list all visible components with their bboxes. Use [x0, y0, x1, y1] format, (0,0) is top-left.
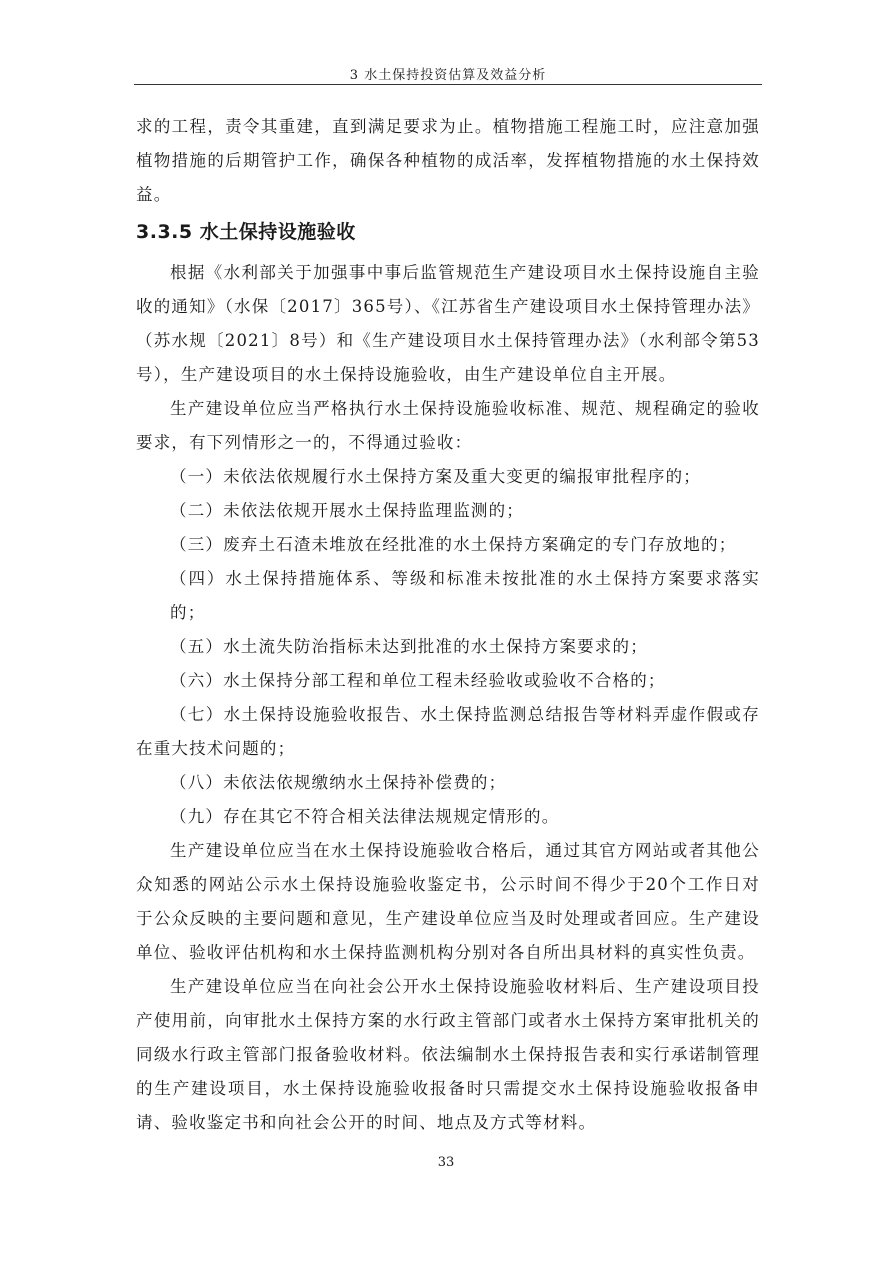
body-content — [136, 110, 760, 1140]
list-item-1: （一）未依法依规履行水土保持方案及重大变更的编报审批程序的； — [170, 467, 701, 486]
paragraph-requirements: 生产建设单位应当严格执行水土保持设施验收标准、规范、规程确定的验收要求，有下列情形之一的，不得通过验收： — [136, 399, 760, 452]
list-item-7: （七）水土保持设施验收报告、水土保持监测总结报告等材料弄虚作假或存在重大技术问题的； — [136, 705, 760, 758]
paragraph-continued: 求的工程，责令其重建，直到满足要求为止。植物措施工程施工时，应注意加强植物措施的后期管护工作，确保各种植物的成活率，发挥植物措施的水土保持效益。 — [136, 117, 760, 204]
list-item-9: （九）存在其它不符合相关法律法规规定情形的。 — [170, 807, 560, 826]
header-rule — [134, 84, 762, 85]
list-item-4: （四）水土保持措施体系、等级和标准未按批准的水土保持方案要求落实的； — [170, 569, 760, 622]
running-header: 3 水土保持投资估算及效益分析 — [349, 68, 547, 83]
paragraph-publicity: 生产建设单位应当在水土保持设施验收合格后，通过其官方网站或者其他公众知悉的网站公示水土保持设施验收鉴定书，公示时间不得少于20个工作日对于公众反映的主要问题和意见，生产建设单位应当及时处理或者回应。生产建设单位、验收评估机构和水土保持监测机构分别对各自所出具材料的真实性负责。 — [136, 841, 760, 962]
list-item-8: （八）未依法依规缴纳水土保持补偿费的； — [170, 773, 507, 792]
list-item-3: （三）废弃土石渣未堆放在经批准的水土保持方案确定的专门存放地的； — [170, 535, 737, 554]
list-item-2: （二）未依法依规开展水土保持监理监测的； — [170, 501, 524, 520]
list-item-5: （五）水土流失防治指标未达到批准的水土保持方案要求的； — [170, 637, 648, 656]
page-number: 33 — [437, 1155, 455, 1170]
list-item-6: （六）水土保持分部工程和单位工程未经验收或验收不合格的； — [170, 671, 666, 690]
paragraph-basis: 根据《水利部关于加强事中事后监管规范生产建设项目水土保持设施自主验收的通知》（水保〔2017〕365号）、《江苏省生产建设项目水土保持管理办法》（苏水规〔2021〕8号）和《生产建设项目水土保持管理办法》（水利部令第53号），生产建设项目的水土保持设施验收，由生产建设单位自主开展。 — [136, 263, 760, 384]
section-heading: 3.3.5 水土保持设施验收 — [136, 221, 356, 243]
paragraph-filing: 生产建设单位应当在向社会公开水土保持设施验收材料后、生产建设项目投产使用前，向审批水土保持方案的水行政主管部门或者水土保持方案审批机关的同级水行政主管部门报备验收材料。依法编制水土保持报告表和实行承诺制管理的生产建设项目，水土保持设施验收报备时只需提交水土保持设施验收报备申请、验收鉴定书和向社会公开的时间、地点及方式等材料。 — [136, 977, 760, 1132]
